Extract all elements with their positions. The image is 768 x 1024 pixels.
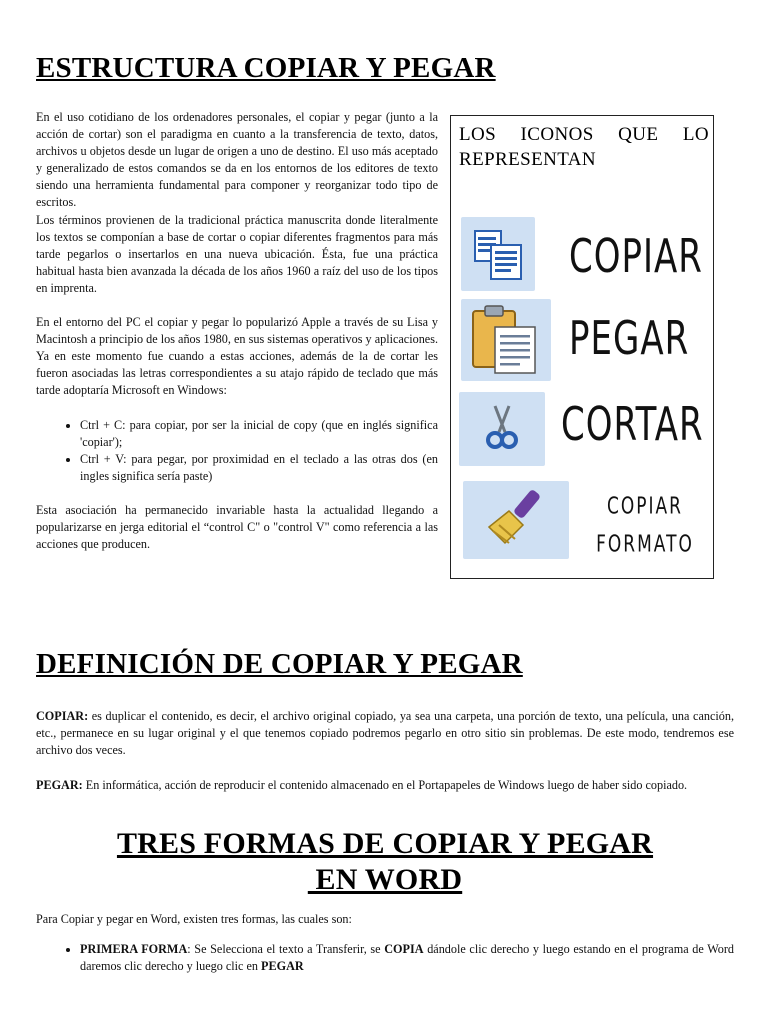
scissors-icon xyxy=(459,392,545,466)
tres-formas-list xyxy=(36,941,734,975)
shortcut-list xyxy=(36,417,438,485)
paragraph: En el uso cotidiano de los ordenadores personales, el copiar y pegar (junto a la acción de cortar) son el paradigma en cuanto a la transferencia de texto, datos, archivos u objetos desde un lugar de origen a uno de destino. El uso más aceptado y generalizado de estos comandos se da en los entornos de los editores de texto siendo una herramienta fundamental para componer y reorganizar todo tipo de escritos. xyxy=(36,110,438,210)
list-item xyxy=(80,941,734,975)
paste-icon xyxy=(461,299,551,381)
pegar-definition xyxy=(36,777,734,794)
definicion-block xyxy=(36,708,734,794)
primera-forma-text-b: dándole clic derecho y luego estando en el programa de Word daremos clic derecho y luego clic en xyxy=(80,942,734,974)
section-heading-estructura: ESTRUCTURA COPIAR Y PEGAR xyxy=(36,52,496,84)
pegar-label: PEGAR xyxy=(569,312,690,366)
pegar-definition-text: En informática, acción de reproducir el contenido almacenado en el Portapapeles de Windows luego de haber sido copiado. xyxy=(82,777,688,792)
paragraph: En el entorno del PC el copiar y pegar lo popularizó Apple a través de su Lisa y Macintosh a principio de los años 1980, en sus sistemas operativos y aplicaciones. Ya en este momento fue cuando a estas acciones, además de la de cortar les fueron asociadas las letras correspondientes a su atajo rápido de teclado que más tarde adoptaría Microsoft en Windows: xyxy=(36,315,438,398)
copiar-definition-text: es duplicar el contenido, es decir, el archivo original copiado, ya sea una carpeta, una porción de texto, una película, una canción, etc., permanece en su lugar original y el que tenemos copiado podremos pegarlo en otro sitio sin problemas. De este modo, tendremos ese archivo dos veces. xyxy=(36,709,734,758)
copiar-definition xyxy=(36,708,734,760)
copiar-formato-line2: FORMATO xyxy=(596,531,694,559)
copiar-formato-line1: COPIAR xyxy=(607,493,683,521)
estructura-text-column xyxy=(36,109,438,553)
heading-line1: TRES FORMAS DE COPIAR Y PEGAR xyxy=(116,827,654,860)
section-heading-definicion: DEFINICIÓN DE COPIAR Y PEGAR xyxy=(36,648,523,680)
icon-legend-box xyxy=(450,115,714,579)
cortar-label: CORTAR xyxy=(561,398,704,452)
format-painter-icon xyxy=(463,481,569,559)
section-heading-tres-formas xyxy=(36,826,734,898)
intro-text: Para Copiar y pegar en Word, existen tres formas, las cuales son: xyxy=(36,912,352,926)
heading-line2: EN WORD xyxy=(307,863,463,896)
copiar-formato-label xyxy=(585,488,705,564)
list-item: • Ctrl + C: para copiar, por ser la inicial de copy (que en inglés significa 'copiar'); xyxy=(80,417,438,451)
copiar-label: COPIAR xyxy=(569,230,703,284)
list-item: • Ctrl + V: para pegar, por proximidad en el teclado a las otras dos (en ingles significa sería paste) xyxy=(80,451,438,485)
copia-term: COPIA xyxy=(384,942,424,956)
copy-icon xyxy=(461,217,535,291)
primera-forma-text-a: : Se Selecciona el texto a Transferir, se xyxy=(187,942,385,956)
pegar-term: PEGAR: xyxy=(36,777,83,792)
copiar-term: COPIAR: xyxy=(36,709,89,723)
paragraph: Esta asociación ha permanecido invariable hasta la actualidad llegando a popularizarse en jerga editorial el “control C" o "control V" como referencia a las acciones que producen. xyxy=(36,502,438,552)
primera-forma-term: PRIMERA FORMA xyxy=(80,942,188,956)
paragraph: Los términos provienen de la tradicional práctica manuscrita donde literalmente los textos se componían a base de cortar o copiar diferentes fragmentos para más tarde pegarlos o insertarlos en una nueva ubicación. Ésta, fue una práctica habitual hasta bien avanzada la década de los años 1960 a raíz del uso de los tipos en imprenta. xyxy=(36,212,438,295)
pegar-term: PEGAR xyxy=(261,959,304,974)
tres-formas-intro xyxy=(36,911,734,928)
icon-box-title: LOS ICONOS QUE LO REPRESENTAN xyxy=(459,124,709,170)
